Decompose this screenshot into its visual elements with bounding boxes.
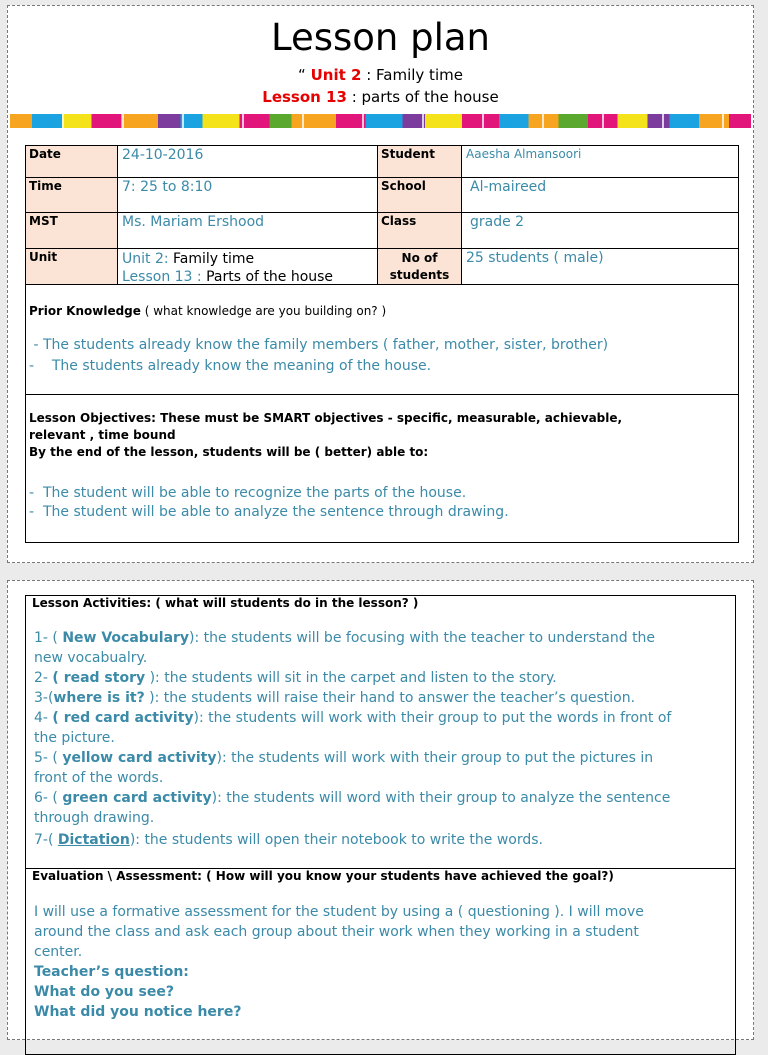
lesson-value-black: Parts of the house <box>201 269 334 285</box>
date-value: 24-10-2016 <box>118 146 378 178</box>
time-label: Time <box>26 178 118 213</box>
unit-rest: : Family time <box>361 66 463 84</box>
objectives-heading-2: relevant , time bound <box>29 428 176 442</box>
prior-item: - The students already know the meaning of the house. <box>29 358 432 374</box>
lesson-label: Lesson 13 <box>262 88 347 106</box>
class-label: Class <box>378 213 462 249</box>
objective-item: - The student will be able to analyze the sentence through drawing. <box>29 504 509 520</box>
evaluation-text: center. <box>34 944 83 960</box>
school-label: School <box>378 178 462 213</box>
evaluation-heading: Evaluation \ Assessment: ( How will you know your students have achieved the goal?) <box>32 869 614 883</box>
activity-item-cont: front of the words. <box>34 770 164 786</box>
page-2 <box>7 580 754 1040</box>
unit-subtitle <box>8 66 753 84</box>
mst-label: MST <box>26 213 118 249</box>
activity-item-cont: through drawing. <box>34 810 155 826</box>
date-label: Date <box>26 146 118 178</box>
question-item: What do you see? <box>34 984 174 1000</box>
activities-table <box>25 595 736 1055</box>
question-heading: Teacher’s question: <box>34 964 189 980</box>
activity-item: 6- ( green card activity): the students will word with their group to analyze the sentence <box>34 790 671 806</box>
student-label: Student <box>378 146 462 178</box>
activity-item-cont: the picture. <box>34 730 115 746</box>
decorative-stripe <box>10 114 751 128</box>
num-label-line-1: No of <box>401 251 438 265</box>
num-students-label <box>378 249 462 285</box>
objectives-heading-1: Lesson Objectives: These must be SMART objectives - specific, measurable, achievable, <box>29 411 623 425</box>
prior-knowledge-section <box>26 285 738 395</box>
objective-item: - The student will be able to recognize the parts of the house. <box>29 485 467 501</box>
page-1 <box>7 5 754 563</box>
activities-heading: Lesson Activities: ( what will students do in the lesson? ) <box>32 596 419 610</box>
activity-item: 1- ( New Vocabulary): the students will be focusing with the teacher to understand the <box>34 630 656 646</box>
unit-value-black: Family time <box>168 251 255 267</box>
unit-value <box>118 249 378 285</box>
evaluation-text: around the class and ask each group about their work when they working in a student <box>34 924 639 940</box>
student-value: Aaesha Almansoori <box>462 146 738 178</box>
objectives-section <box>26 395 738 543</box>
num-label-line-2: students <box>389 268 450 282</box>
activity-item: 7-( Dictation): the students will open their notebook to write the words. <box>34 832 544 848</box>
school-value: Al-maireed <box>462 178 738 213</box>
prior-item: - The students already know the family members ( father, mother, sister, brother) <box>29 337 609 353</box>
activity-item-cont: new vocabualry. <box>34 650 148 666</box>
unit-value-teal: Unit 2: <box>122 251 169 267</box>
evaluation-text: I will use a formative assessment for the student by using a ( questioning ). I will move <box>34 904 644 920</box>
unit-label-cell: Unit <box>26 249 118 285</box>
lesson-info-table <box>25 145 739 543</box>
quote-mark: “ <box>298 66 306 84</box>
page-title: Lesson plan <box>270 16 491 59</box>
prior-heading: Prior Knowledge <box>29 304 141 318</box>
activity-item: 3-(where is it? ): the students will raise their hand to answer the teacher’s question. <box>34 690 636 706</box>
lesson-subtitle <box>8 88 753 106</box>
lesson-rest: : parts of the house <box>346 88 499 106</box>
objectives-heading-3: By the end of the lesson, students will be ( better) able to: <box>29 445 429 459</box>
mst-value: Ms. Mariam Ershood <box>118 213 378 249</box>
unit-label: Unit 2 <box>310 66 362 84</box>
activity-item: 2- ( read story ): the students will sit in the carpet and listen to the story. <box>34 670 557 686</box>
class-value: grade 2 <box>462 213 738 249</box>
activities-section <box>26 596 735 869</box>
question-item: What did you notice here? <box>34 1004 242 1020</box>
num-students-value: 25 students ( male) <box>462 249 738 285</box>
activity-item: 4- ( red card activity): the students will work with their group to put the words in front of <box>34 710 672 726</box>
time-value: 7: 25 to 8:10 <box>118 178 378 213</box>
prior-heading-note: ( what knowledge are you building on? ) <box>140 304 387 318</box>
lesson-value-teal: Lesson 13 : <box>122 269 202 285</box>
activity-item: 5- ( yellow card activity): the students will work with their group to put the pictures in <box>34 750 654 766</box>
